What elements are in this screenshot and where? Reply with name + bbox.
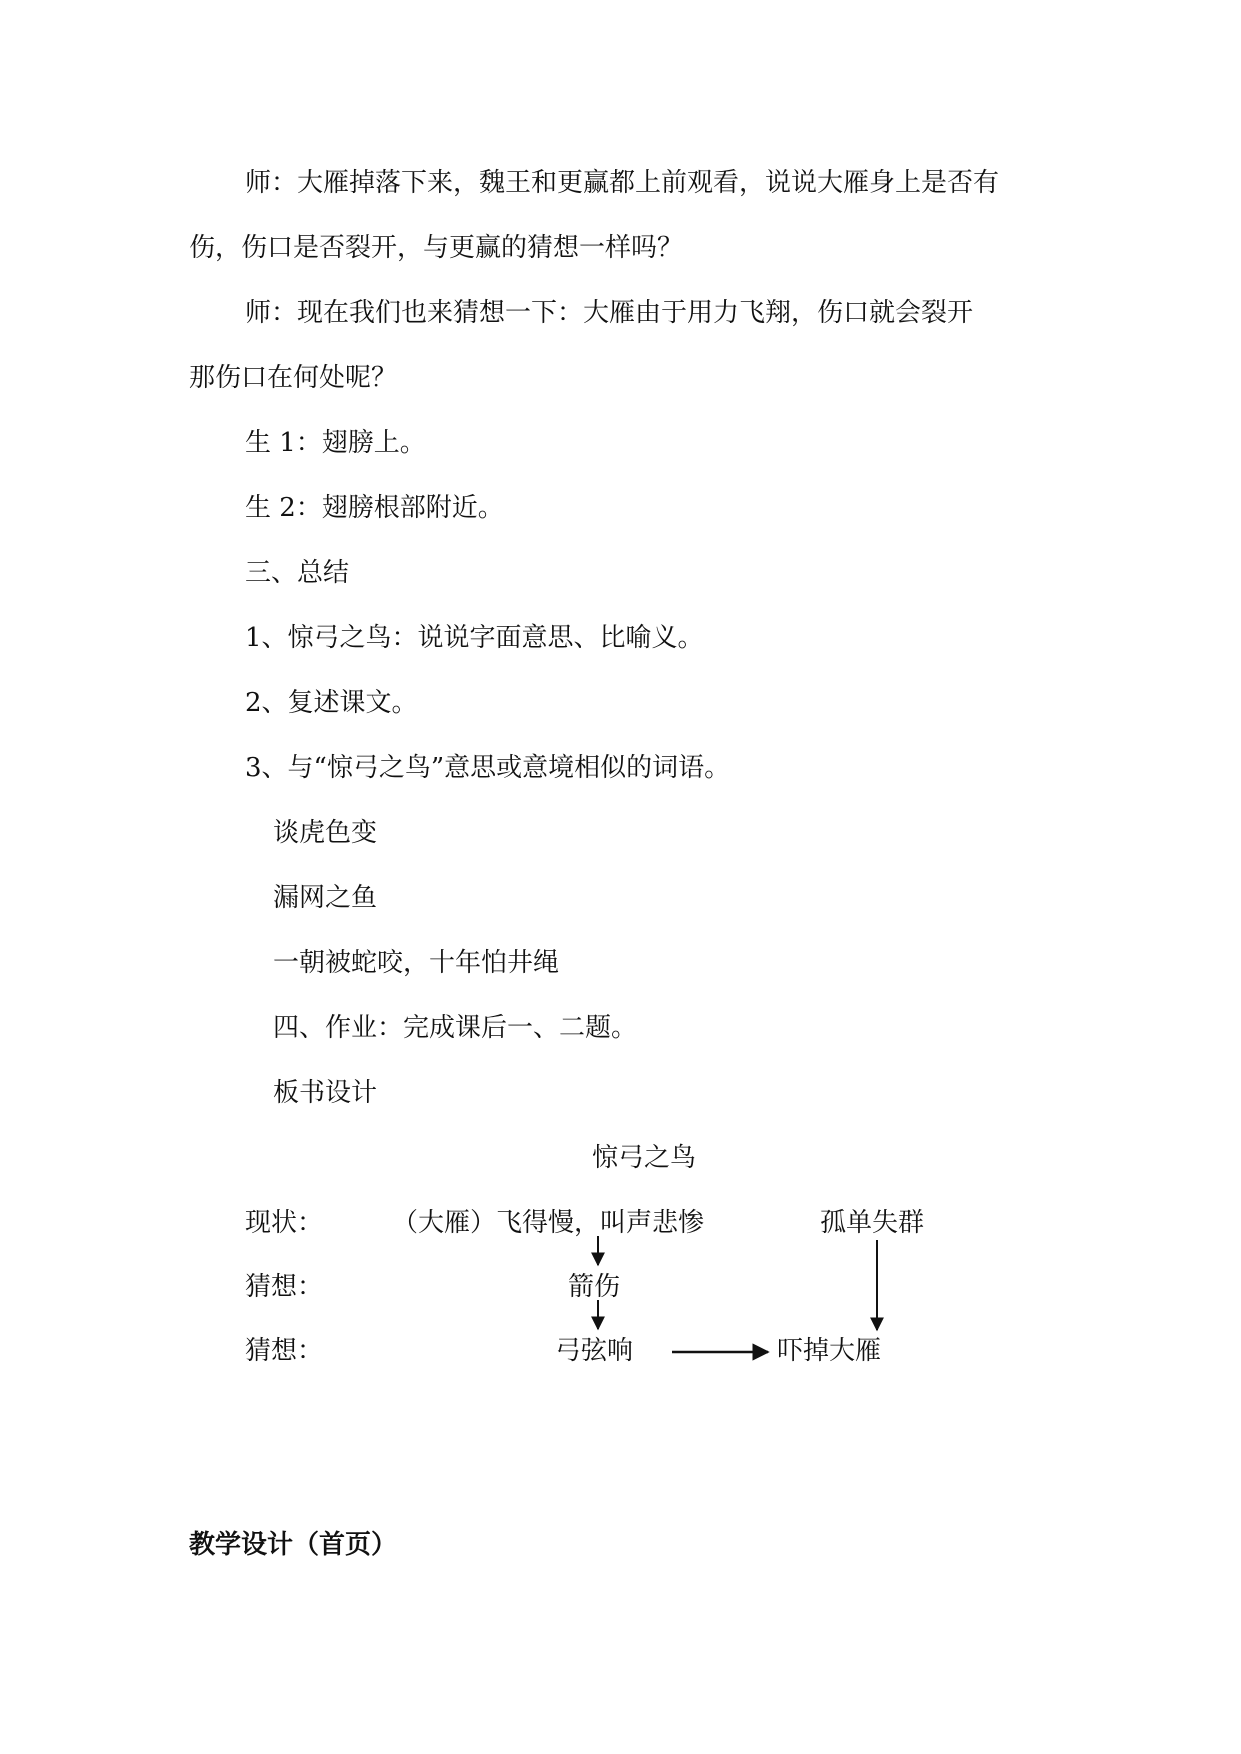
student-answer-2: 生 2：翅膀根部附近。	[245, 493, 504, 523]
board-row2-label: 猜想：	[245, 1272, 324, 1302]
board-row3-label: 猜想：	[245, 1336, 324, 1366]
board-row3-main: 弓弦响	[555, 1336, 634, 1366]
idiom-2: 漏网之鱼	[273, 883, 378, 913]
homework: 四、作业：完成课后一、二题。	[273, 1013, 638, 1043]
dialogue-line-2: 伤，伤口是否裂开，与更赢的猜想一样吗？	[189, 233, 684, 263]
dialogue-line-1: 师：大雁掉落下来，魏王和更赢都上前观看，说说大雁身上是否有	[245, 168, 1000, 198]
summary-item-1: 1、惊弓之鸟：说说字面意思、比喻义。	[245, 623, 704, 653]
summary-heading: 三、总结	[245, 558, 350, 588]
board-row3-right: 吓掉大雁	[777, 1336, 882, 1366]
idiom-1: 谈虎色变	[273, 818, 378, 848]
board-title: 惊弓之鸟	[592, 1143, 697, 1173]
summary-item-2: 2、复述课文。	[245, 688, 418, 718]
idiom-3: 一朝被蛇咬，十年怕井绳	[273, 948, 560, 978]
board-row2-main: 箭伤	[568, 1272, 621, 1302]
board-row1-label: 现状：	[245, 1208, 324, 1238]
dialogue-line-4: 那伤口在何处呢？	[189, 363, 398, 393]
summary-item-3: 3、与“惊弓之鸟”意思或意境相似的词语。	[245, 753, 731, 783]
footer-title: 教学设计（首页）	[189, 1530, 398, 1560]
board-row1-main: （大雁）飞得慢，叫声悲惨	[392, 1208, 705, 1238]
board-design-heading: 板书设计	[273, 1078, 378, 1108]
board-row1-right: 孤单失群	[820, 1208, 925, 1238]
student-answer-1: 生 1：翅膀上。	[245, 428, 426, 458]
dialogue-line-3: 师：现在我们也来猜想一下：大雁由于用力飞翔，伤口就会裂开	[245, 298, 974, 328]
